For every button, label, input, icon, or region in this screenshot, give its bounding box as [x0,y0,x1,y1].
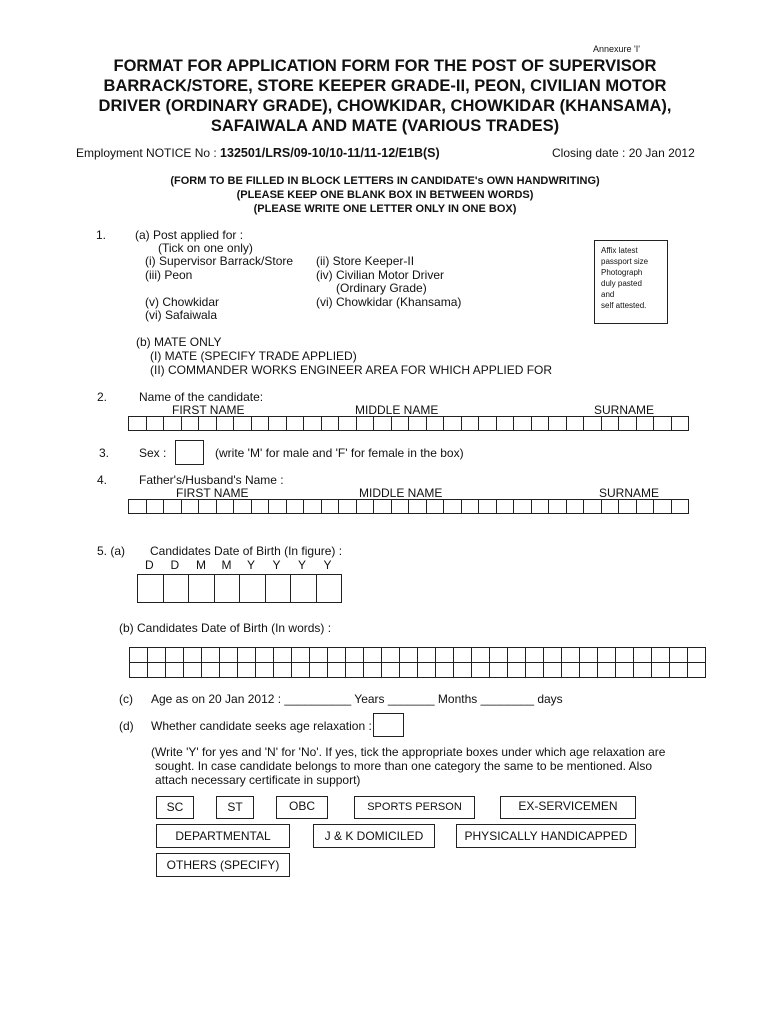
letter-box[interactable] [490,663,508,678]
letter-box[interactable] [670,663,688,678]
letter-box[interactable] [514,499,532,514]
letter-box[interactable] [400,663,418,678]
instruction-line: (PLEASE WRITE ONE LETTER ONLY IN ONE BOX) [253,203,517,215]
letter-box[interactable] [339,416,357,431]
letter-box[interactable] [217,499,235,514]
letter-box[interactable] [479,499,497,514]
letter-box[interactable] [148,663,166,678]
q4-label: Father's/Husband's Name : [139,473,284,487]
letter-box[interactable] [598,663,616,678]
q1-number: 1. [96,228,107,242]
letter-box[interactable] [508,648,526,663]
letter-box[interactable] [322,416,340,431]
q5d-label: Whether candidate seeks age relaxation : [151,719,372,733]
title-line: FORMAT FOR APPLICATION FORM FOR THE POST OF SUPERVISOR [113,57,657,75]
letter-box[interactable] [526,648,544,663]
option-chowkidar: (v) Chowkidar [145,295,220,309]
letter-box[interactable] [580,663,598,678]
letter-box[interactable] [304,499,322,514]
option-driver: (iv) Civilian Motor Driver [316,268,445,282]
instruction-line: (PLEASE KEEP ONE BLANK BOX IN BETWEEN WORDS) [236,189,534,201]
letter-box[interactable] [364,663,382,678]
mate-only-label: (b) MATE ONLY [136,335,222,349]
letter-box[interactable] [462,416,480,431]
letter-box[interactable] [199,416,217,431]
mate-cwe-label: (II) COMMANDER WORKS ENGINEER AREA FOR WHICH APPLIED FOR [150,363,553,377]
mate-trade-label: (I) MATE (SPECIFY TRADE APPLIED) [150,349,357,363]
letter-box[interactable] [532,416,550,431]
letter-box[interactable] [567,416,585,431]
category-sc-box[interactable]: SC [156,796,194,819]
q5d-marker: (d) [119,719,134,733]
father-name-boxes[interactable] [128,499,689,514]
letter-box[interactable] [409,499,427,514]
photo-text: passport size [601,257,649,266]
q5b-label: (b) Candidates Date of Birth (In words) : [119,621,332,635]
photo-text: Affix latest [601,246,638,255]
dob-words-boxes[interactable] [129,647,706,678]
letter-box[interactable] [310,663,328,678]
letter-box[interactable] [454,648,472,663]
category-ph-box[interactable]: PHYSICALLY HANDICAPPED [456,824,636,848]
option-safaiwala: (vi) Safaiwala [145,308,218,322]
letter-box[interactable] [616,663,634,678]
letter-box[interactable] [256,663,274,678]
letter-box[interactable] [346,648,364,663]
q3-hint: (write 'M' for male and 'F' for female in the box) [215,446,464,460]
letter-box[interactable] [374,416,392,431]
letter-box[interactable] [472,648,490,663]
letter-box[interactable] [549,416,567,431]
letter-box[interactable] [129,416,147,431]
letter-box[interactable] [322,499,340,514]
letter-box[interactable] [634,648,652,663]
age-relaxation-box[interactable] [373,713,404,737]
letter-box[interactable] [688,648,706,663]
letter-box[interactable] [291,574,317,603]
letter-box[interactable] [234,499,252,514]
letter-box[interactable] [274,663,292,678]
q5c-marker: (c) [119,692,133,706]
category-jk-box[interactable]: J & K DOMICILED [313,824,435,848]
letter-box[interactable] [508,663,526,678]
letter-box[interactable] [217,416,235,431]
letter-box[interactable] [220,663,238,678]
letter-box[interactable] [602,416,620,431]
q4-surname-label: SURNAME [599,486,660,500]
photo-text: Photograph [601,268,643,277]
letter-box[interactable] [514,416,532,431]
candidate-name-boxes[interactable] [128,416,689,431]
letter-box[interactable] [357,499,375,514]
letter-box[interactable] [562,648,580,663]
letter-box[interactable] [148,648,166,663]
letter-box[interactable] [328,648,346,663]
letter-box[interactable] [444,416,462,431]
category-departmental-box[interactable]: DEPARTMENTAL [156,824,290,848]
annexure-label: Annexure 'I' [593,44,640,54]
photo-text: duly pasted [601,279,642,288]
notice-number: 132501/LRS/09-10/10-11/11-12/E1B(S) [220,146,440,160]
letter-box[interactable] [310,648,328,663]
letter-box[interactable] [598,648,616,663]
letter-box[interactable] [164,416,182,431]
letter-box[interactable] [364,648,382,663]
letter-box[interactable] [392,499,410,514]
letter-box[interactable] [339,499,357,514]
letter-box[interactable] [164,574,190,603]
letter-box[interactable] [199,499,217,514]
q1-tick-hint: (Tick on one only) [158,241,253,255]
letter-box[interactable] [490,648,508,663]
relaxation-note: (Write 'Y' for yes and 'N' for 'No'. If yes, tick the appropriate boxes under which age relaxation are [151,745,666,759]
age-line: Age as on 20 Jan 2012 : __________ Years _______ Months ________ days [151,692,563,706]
letter-box[interactable] [436,663,454,678]
q5-number: 5. (a) [97,544,126,558]
letter-box[interactable] [374,499,392,514]
letter-box[interactable] [497,499,515,514]
letter-box[interactable] [166,663,184,678]
letter-box[interactable] [164,499,182,514]
letter-box[interactable] [436,648,454,663]
letter-box[interactable] [688,663,706,678]
letter-box[interactable] [544,648,562,663]
letter-box[interactable] [147,499,165,514]
letter-box[interactable] [637,416,655,431]
category-others-box[interactable]: OTHERS (SPECIFY) [156,853,290,877]
dob-words-row [130,648,706,663]
sex-input-box[interactable] [175,440,204,465]
letter-box[interactable] [549,499,567,514]
letter-box[interactable] [526,663,544,678]
letter-box[interactable] [234,416,252,431]
page-title [60,56,710,136]
letter-box[interactable] [166,648,184,663]
dob-letter: M [221,558,232,572]
letter-box[interactable] [220,648,238,663]
photo-box[interactable] [594,240,668,324]
letter-box[interactable] [670,648,688,663]
letter-box[interactable] [382,648,400,663]
q2-number: 2. [97,390,108,404]
letter-box[interactable] [562,663,580,678]
title-line: SAFAIWALA AND MATE (VARIOUS TRADES) [210,117,560,135]
letter-box[interactable] [637,499,655,514]
letter-box[interactable] [392,416,410,431]
photo-text: self attested. [601,301,647,310]
option-khansama: (vi) Chowkidar (Khansama) [316,295,462,309]
letter-box[interactable] [532,499,550,514]
q2-first-name-label: FIRST NAME [172,403,245,417]
letter-box[interactable] [454,663,472,678]
letter-box[interactable] [672,499,690,514]
option-peon: (iii) Peon [145,268,193,282]
letter-box[interactable] [238,663,256,678]
letter-box[interactable] [328,663,346,678]
letter-box[interactable] [252,416,270,431]
instructions [60,174,710,216]
letter-box[interactable] [616,648,634,663]
letter-box[interactable] [619,499,637,514]
dob-letter: D [145,558,154,572]
q4-number: 4. [97,473,108,487]
letter-box[interactable] [130,648,148,663]
letter-box[interactable] [544,663,562,678]
letter-box[interactable] [580,648,598,663]
q4-middle-name-label: MIDDLE NAME [359,486,443,500]
letter-box[interactable] [287,416,305,431]
relaxation-note: attach necessary certificate in support) [155,773,361,787]
letter-box[interactable] [240,574,266,603]
category-sports-box[interactable]: SPORTS PERSON [354,796,475,819]
dob-letter: D [170,558,180,572]
dob-letter: Y [247,558,256,572]
letter-box[interactable] [444,499,462,514]
letter-box[interactable] [652,663,670,678]
letter-box[interactable] [400,648,418,663]
letter-box[interactable] [184,648,202,663]
category-exservicemen-box[interactable]: EX-SERVICEMEN [500,796,636,819]
letter-box[interactable] [418,663,436,678]
instruction-line: (FORM TO BE FILLED IN BLOCK LETTERS IN CANDIDATE's OWN HANDWRITING) [170,175,600,187]
dob-words-row [130,663,706,678]
letter-box[interactable] [427,499,445,514]
letter-box[interactable] [189,574,215,603]
letter-box[interactable] [252,499,270,514]
q2-middle-name-label: MIDDLE NAME [355,403,439,417]
option-store-keeper: (ii) Store Keeper-II [316,254,415,268]
option-driver-grade: (Ordinary Grade) [336,281,427,295]
q2-label: Name of the candidate: [139,390,264,404]
letter-box[interactable] [266,574,292,603]
letter-box[interactable] [672,416,690,431]
letter-box[interactable] [472,663,490,678]
letter-box[interactable] [602,499,620,514]
letter-box[interactable] [584,499,602,514]
letter-box[interactable] [182,416,200,431]
letter-box[interactable] [409,416,427,431]
letter-box[interactable] [274,648,292,663]
dob-letter: Y [272,558,281,572]
q3-label: Sex : [139,446,167,460]
letter-box[interactable] [304,416,322,431]
letter-box[interactable] [317,574,343,603]
letter-box[interactable] [462,499,480,514]
letter-box[interactable] [130,663,148,678]
letter-box[interactable] [654,499,672,514]
category-obc-box[interactable]: OBC [276,796,328,819]
dob-letter: Y [323,558,332,572]
letter-box[interactable] [138,574,164,603]
letter-box[interactable] [652,648,670,663]
letter-box[interactable] [619,416,637,431]
letter-box[interactable] [584,416,602,431]
dob-figure-boxes[interactable] [137,574,342,603]
letter-box[interactable] [567,499,585,514]
letter-box[interactable] [202,663,220,678]
dob-letter: M [196,558,206,572]
closing-date: Closing date : 20 Jan 2012 [552,146,695,160]
q5a-label: Candidates Date of Birth (In figure) : [150,544,343,558]
letter-box[interactable] [256,648,274,663]
letter-box[interactable] [654,416,672,431]
letter-box[interactable] [184,663,202,678]
relaxation-note: sought. In case candidate belongs to more than one category the same to be mentioned. Also [155,759,652,773]
q1-post-label: (a) Post applied for : [135,228,244,242]
letter-box[interactable] [287,499,305,514]
letter-box[interactable] [202,648,220,663]
photo-text: and [601,290,615,299]
employment-notice [76,146,440,160]
option-supervisor: (i) Supervisor Barrack/Store [145,254,294,268]
letter-box[interactable] [418,648,436,663]
letter-box[interactable] [269,416,287,431]
dob-letter: Y [298,558,307,572]
q2-surname-label: SURNAME [594,403,655,417]
letter-box[interactable] [357,416,375,431]
letter-box[interactable] [292,648,310,663]
letter-box[interactable] [634,663,652,678]
title-line: BARRACK/STORE, STORE KEEPER GRADE-II, PEON, CIVILIAN MOTOR [103,77,667,95]
letter-box[interactable] [269,499,287,514]
letter-box[interactable] [238,648,256,663]
letter-box[interactable] [427,416,445,431]
notice-label: Employment NOTICE No : [76,146,221,160]
letter-box[interactable] [346,663,364,678]
category-st-box[interactable]: ST [216,796,254,819]
q3-number: 3. [99,446,110,460]
q4-first-name-label: FIRST NAME [176,486,249,500]
letter-box[interactable] [182,499,200,514]
title-line: DRIVER (ORDINARY GRADE), CHOWKIDAR, CHOWKIDAR (KHANSAMA), [98,97,672,115]
letter-box[interactable] [129,499,147,514]
letter-box[interactable] [215,574,241,603]
letter-box[interactable] [497,416,515,431]
letter-box[interactable] [479,416,497,431]
letter-box[interactable] [382,663,400,678]
letter-box[interactable] [147,416,165,431]
letter-box[interactable] [292,663,310,678]
